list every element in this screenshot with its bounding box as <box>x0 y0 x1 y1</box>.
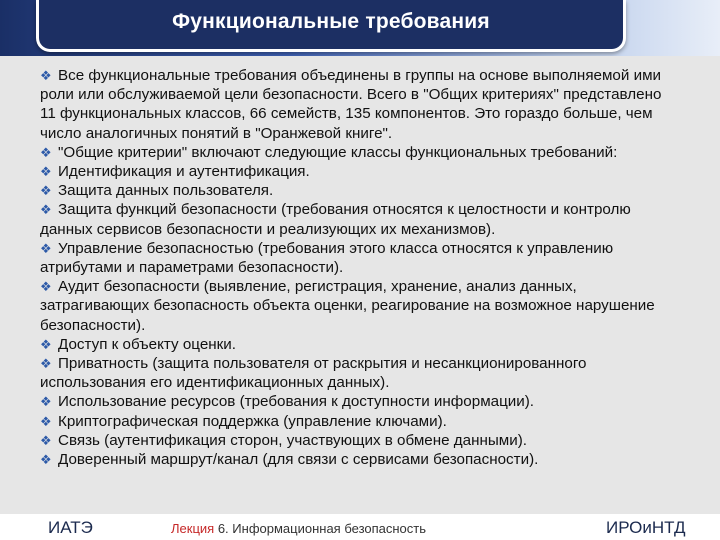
diamond-bullet-icon: ❖ <box>40 356 52 372</box>
footer <box>0 514 720 540</box>
footer-org-right: ИРОиНТД <box>606 518 686 537</box>
diamond-bullet-icon: ❖ <box>40 164 52 180</box>
list-item <box>40 450 680 469</box>
item-text: Управление безопасностью (требования этого класса относятся к управлению атрибутами и параметрами безопасности). <box>40 239 614 277</box>
list-item <box>40 277 680 335</box>
list-item <box>40 181 680 200</box>
lecture-prefix: Лекция <box>171 521 215 536</box>
diamond-bullet-icon: ❖ <box>40 452 52 468</box>
bullet-list <box>40 66 680 469</box>
item-text: "Общие критерии" включают следующие классы функциональных требований: <box>58 143 618 161</box>
diamond-bullet-icon: ❖ <box>40 68 52 83</box>
item-text: Связь (аутентификация сторон, участвующих в обмене данными). <box>58 431 528 449</box>
list-item <box>40 412 680 431</box>
list-item <box>40 392 680 411</box>
diamond-bullet-icon: ❖ <box>40 202 52 218</box>
list-item <box>40 335 680 354</box>
list-item <box>40 143 680 162</box>
title-box <box>36 0 626 52</box>
diamond-bullet-icon: ❖ <box>40 432 52 448</box>
lecture-title: Информационная безопасность <box>232 521 427 536</box>
item-text: Все функциональные требования объединены в группы на основе выполняемой ими роли или обслуживаемой цели безопасности. Всего в "Общих критериях" представлено 11 функциональных классов, 66 семейств, 135 компонентов. Это гораздо больше, чем число аналогичных понятий в "Оранжевой книге". <box>40 67 662 142</box>
item-text: Доверенный маршрут/канал (для связи с сервисами безопасности). <box>58 451 539 469</box>
lecture-number: 6. <box>217 521 229 536</box>
item-text: Защита данных пользователя. <box>58 182 274 200</box>
diamond-bullet-icon: ❖ <box>40 413 52 429</box>
item-text: Приватность (защита пользователя от раскрытия и несанкционированного использования его идентификационных данных). <box>40 355 587 392</box>
list-item <box>40 431 680 450</box>
footer-org-left: ИАТЭ <box>48 518 93 537</box>
item-text: Доступ к объекту оценки. <box>58 335 237 353</box>
item-text: Криптографическая поддержка (управление ключами). <box>58 412 447 430</box>
diamond-bullet-icon: ❖ <box>40 144 52 160</box>
list-item <box>40 162 680 181</box>
item-text: Идентификация и аутентификация. <box>58 163 310 181</box>
diamond-bullet-icon: ❖ <box>40 240 52 256</box>
diamond-bullet-icon: ❖ <box>40 394 52 410</box>
item-text: Использование ресурсов (требования к доступности информации). <box>58 393 535 411</box>
footer-lecture-caption <box>171 521 426 536</box>
list-item <box>40 66 680 143</box>
diamond-bullet-icon: ❖ <box>40 279 52 295</box>
list-item <box>40 239 680 277</box>
item-text: Защита функций безопасности (требования относятся к целостности и контролю данных сервисов безопасности и реализующих их механизмов). <box>40 201 631 238</box>
list-item <box>40 200 680 238</box>
list-item <box>40 354 680 392</box>
slide-title: Функциональные требования <box>172 9 490 33</box>
item-text: Аудит безопасности (выявление, регистрация, хранение, анализ данных, затрагивающих безопасность объекта оценки, реагирование на возможное нарушение безопасности). <box>40 278 655 334</box>
diamond-bullet-icon: ❖ <box>40 336 52 352</box>
diamond-bullet-icon: ❖ <box>40 183 52 199</box>
